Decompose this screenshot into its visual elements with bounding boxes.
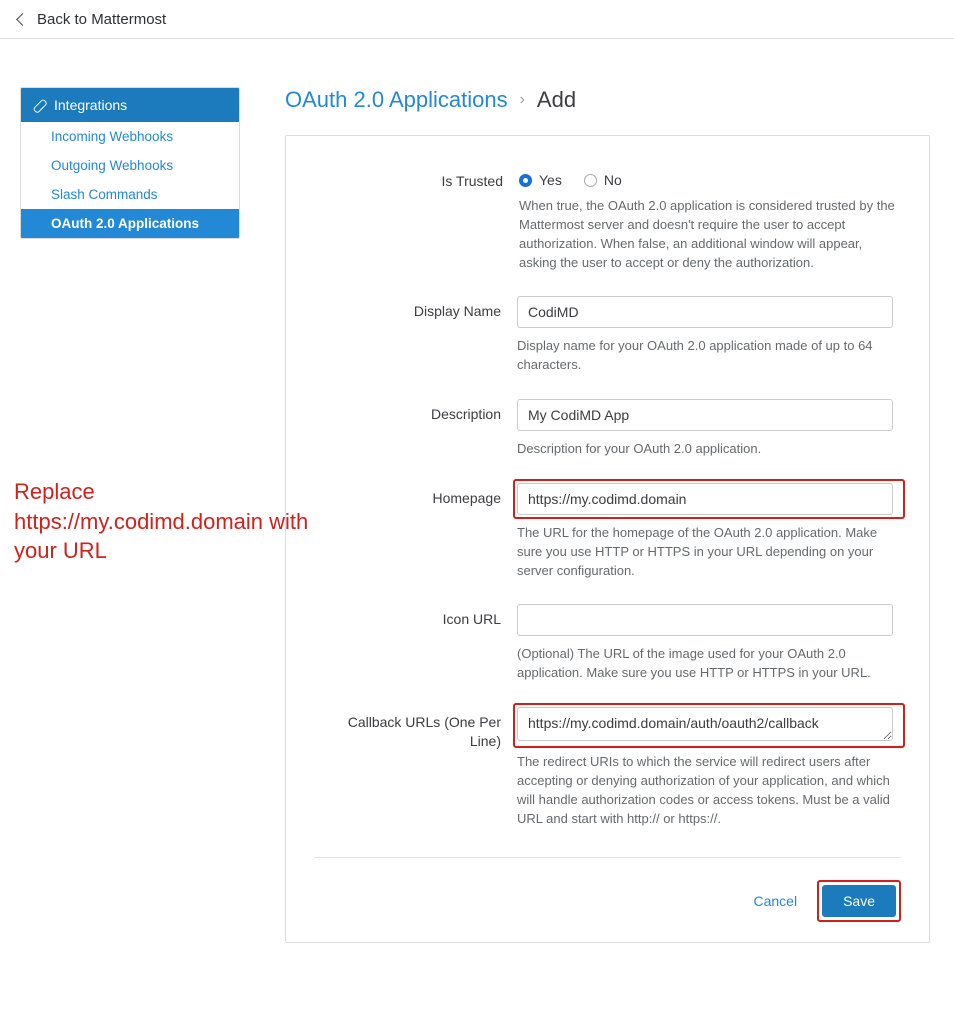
sidebar-item-oauth-applications[interactable]: OAuth 2.0 Applications	[21, 209, 239, 238]
homepage-help: The URL for the homepage of the OAuth 2.0 application. Make sure you use HTTP or HTTPS in your URL depending on your server configuration.	[517, 524, 878, 578]
icon-url-control	[517, 602, 901, 701]
breadcrumb-separator-icon: ›	[519, 91, 525, 108]
icon-url-label: Icon URL	[442, 611, 501, 628]
sidebar-item-slash-commands[interactable]: Slash Commands	[21, 180, 239, 209]
homepage-field-highlight	[513, 479, 905, 519]
display-name-label: Display Name	[413, 303, 501, 320]
is-trusted-radio-no[interactable]	[584, 172, 622, 188]
link-icon	[30, 96, 48, 114]
is-trusted-radio-yes[interactable]	[519, 172, 562, 188]
radio-no-icon[interactable]	[584, 174, 597, 187]
icon-url-field-wrap	[513, 600, 905, 640]
field-row-display-name	[314, 294, 901, 393]
display-name-field-wrap	[513, 292, 905, 332]
is-trusted-control	[519, 164, 901, 290]
is-trusted-radio-group	[519, 166, 901, 188]
form-actions	[314, 858, 901, 926]
breadcrumb-parent-link[interactable]: OAuth 2.0 Applications	[285, 87, 508, 112]
radio-yes-icon[interactable]	[519, 174, 532, 187]
homepage-input[interactable]	[517, 483, 893, 515]
sidebar-header	[21, 88, 239, 122]
breadcrumb-current: Add	[536, 87, 577, 112]
main-content	[285, 87, 930, 943]
callback-urls-label: Callback URLs (One Per Line)	[347, 714, 501, 750]
callback-urls-textarea[interactable]	[517, 707, 893, 741]
field-row-homepage	[314, 481, 901, 599]
integrations-sidebar	[20, 87, 240, 239]
callback-urls-field-highlight	[513, 703, 905, 748]
display-name-help: Display name for your OAuth 2.0 application made of up to 64 characters.	[517, 338, 873, 373]
field-row-is-trusted	[314, 164, 901, 290]
callback-urls-control	[517, 705, 901, 846]
field-row-icon-url	[314, 602, 901, 701]
top-bar	[0, 0, 954, 39]
homepage-control	[517, 481, 901, 599]
is-trusted-no-label: No	[603, 172, 622, 188]
description-field-wrap	[513, 395, 905, 435]
field-row-description	[314, 397, 901, 477]
callback-urls-help: The redirect URIs to which the service will redirect users after accepting or denying authorization of your application, and which will handle authorization codes or access tokens. Must be a valid URL and start with http:// or https://.	[517, 754, 890, 826]
icon-url-input[interactable]	[517, 604, 893, 636]
is-trusted-label: Is Trusted	[441, 173, 503, 189]
breadcrumb	[285, 87, 930, 113]
annotation-replace-url: Replace https://my.codimd.domain with your URL	[14, 479, 309, 564]
sidebar-item-incoming-webhooks[interactable]: Incoming Webhooks	[21, 122, 239, 151]
chevron-left-icon	[16, 13, 29, 26]
save-button[interactable]: Save	[822, 885, 896, 917]
field-row-callback-urls	[314, 705, 901, 846]
sidebar-item-outgoing-webhooks[interactable]: Outgoing Webhooks	[21, 151, 239, 180]
description-input[interactable]	[517, 399, 893, 431]
back-to-mattermost-label: Back to Mattermost	[37, 10, 167, 28]
cancel-button[interactable]: Cancel	[743, 887, 807, 915]
is-trusted-yes-label: Yes	[539, 172, 562, 188]
display-name-input[interactable]	[517, 296, 893, 328]
display-name-control	[517, 294, 901, 393]
homepage-label: Homepage	[432, 489, 501, 506]
save-button-highlight	[817, 880, 901, 922]
sidebar-header-label: Integrations	[54, 97, 128, 113]
description-label: Description	[430, 406, 501, 423]
is-trusted-help: When true, the OAuth 2.0 application is considered trusted by the Mattermost server and doesn't require the user to accept authorization. When false, an additional window will appear, asking the user to accept or deny the authorization.	[519, 198, 895, 270]
description-help: Description for your OAuth 2.0 application.	[517, 441, 762, 457]
add-oauth-app-form	[285, 135, 930, 943]
description-control	[517, 397, 901, 477]
back-to-mattermost-link[interactable]	[18, 11, 166, 28]
icon-url-help: (Optional) The URL of the image used for your OAuth 2.0 application. Make sure you use HTTP or HTTPS in your URL.	[517, 646, 871, 681]
